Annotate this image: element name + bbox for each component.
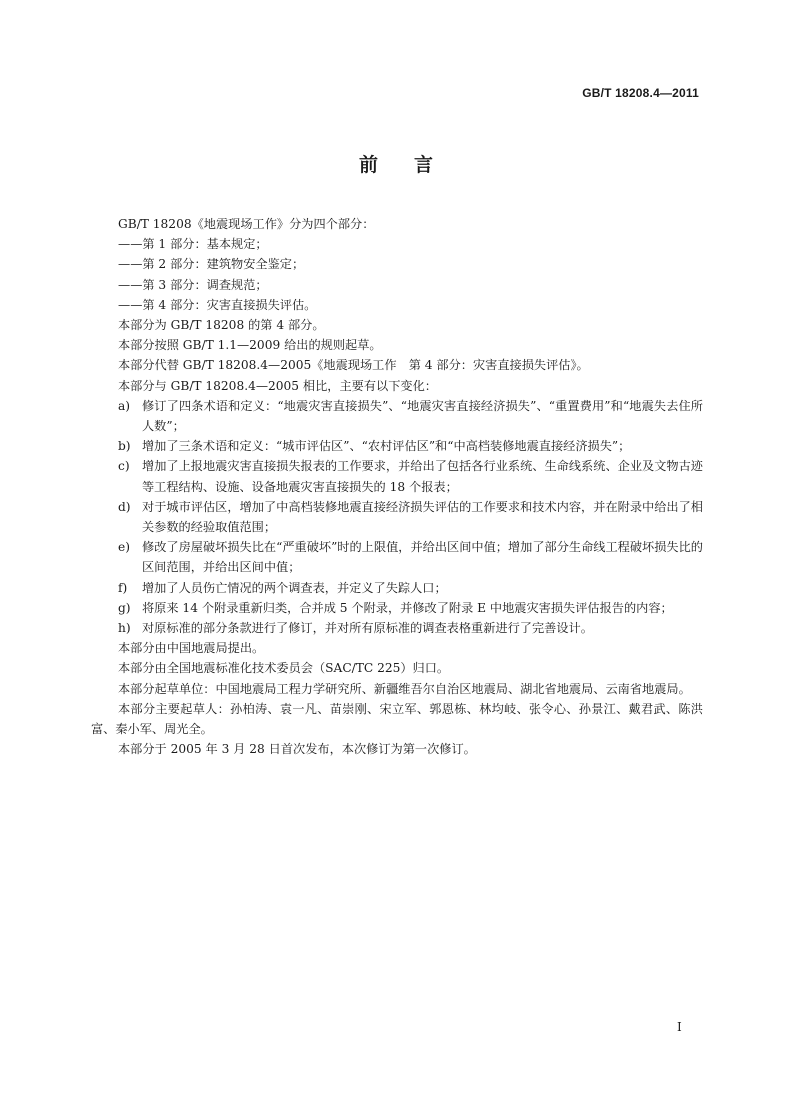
change-item: [91, 456, 703, 496]
changes-intro: 本部分与 GB/T 18208.4—2005 相比，主要有以下变化：: [118, 378, 437, 393]
replace-statement: 本部分代替 GB/T 18208.4—2005《地震现场工作 第 4 部分：灾害直接损失评估》。: [118, 358, 589, 373]
change-item-text: 修订了四条术语和定义：“地震灾害直接损失”、“地震灾害直接经济损失”、“重置费用”和“地震失去住所人数”；: [142, 398, 703, 434]
part-item: ——第 2 部分：建筑物安全鉴定；: [118, 257, 305, 272]
page-title: 前言: [358, 154, 469, 176]
change-item: [91, 537, 703, 577]
part-item: ——第 1 部分：基本规定；: [118, 237, 268, 252]
drafting-units-statement: 本部分起草单位：中国地震局工程力学研究所、新疆维吾尔自治区地震局、湖北省地震局、云南省地震局。: [118, 681, 691, 696]
change-item: [91, 618, 703, 638]
change-item-text: 增加了三条术语和定义：“城市评估区”、“农村评估区”和“中高档装修地震直接经济损失”；: [142, 439, 631, 454]
change-item-text: 增加了上报地震灾害直接损失报表的工作要求，并给出了包括各行业系统、生命线系统、企业及文物古迹等工程结构、设施、设备地震灾害直接损失的 18 个报表；: [142, 459, 703, 494]
change-item-text: 对于城市评估区，增加了中高档装修地震直接经济损失评估的工作要求和技术内容，并在附录中给出了相关参数的经验取值范围；: [142, 499, 703, 535]
change-item-text: 对原标准的部分条款进行了修订，并对所有原标准的调查表格重新进行了完善设计。: [142, 621, 593, 636]
change-item-text: 将原来 14 个附录重新归类，合并成 5 个附录，并修改了附录 E 中地震灾害损失评估报告的内容；: [142, 600, 673, 615]
change-item-label: f): [118, 580, 128, 595]
change-item-label: d): [118, 499, 131, 514]
proposed-statement: 本部分由中国地震局提出。: [118, 641, 265, 656]
standard-code: GB/T 18208.4—2011: [582, 86, 699, 100]
history-statement: 本部分于 2005 年 3 月 28 日首次发布，本次修订为第一次修订。: [118, 742, 476, 757]
change-item-label: a): [118, 398, 131, 413]
change-item: [91, 598, 703, 618]
centralized-statement: 本部分由全国地震标准化技术委员会（SAC/TC 225）归口。: [118, 661, 450, 676]
drafters-statement: 本部分主要起草人：孙柏涛、袁一凡、苗崇刚、宋立军、郭恩栋、林均岐、张令心、孙景江、戴君武、陈洪富、秦小军、周光全。: [91, 701, 703, 737]
change-item-label: b): [118, 439, 131, 454]
part-statement: 本部分为 GB/T 18208 的第 4 部分。: [118, 318, 325, 333]
foreword-body: [91, 214, 703, 759]
change-item-text: 修改了房屋破坏损失比在“严重破坏”时的上限值，并给出区间中值；增加了部分生命线工程破坏损失比的区间范围，并给出区间中值；: [142, 540, 703, 575]
change-item: [91, 436, 703, 456]
intro-paragraph: GB/T 18208《地震现场工作》分为四个部分：: [118, 217, 375, 231]
change-item: [91, 497, 703, 537]
change-item: [91, 578, 703, 598]
change-item-text: 增加了人员伤亡情况的两个调查表，并定义了失踪人口；: [142, 580, 447, 595]
part-item: ——第 4 部分：灾害直接损失评估。: [118, 297, 317, 312]
change-item: [91, 396, 703, 436]
part-item: ——第 3 部分：调查规范；: [118, 277, 268, 292]
change-item-label: h): [118, 621, 131, 636]
rules-statement: 本部分按照 GB/T 1.1—2009 给出的规则起草。: [118, 338, 382, 353]
page-number: I: [677, 1020, 682, 1034]
change-item-label: e): [118, 540, 130, 555]
change-item-label: g): [118, 600, 131, 615]
change-item-label: c): [118, 459, 130, 474]
